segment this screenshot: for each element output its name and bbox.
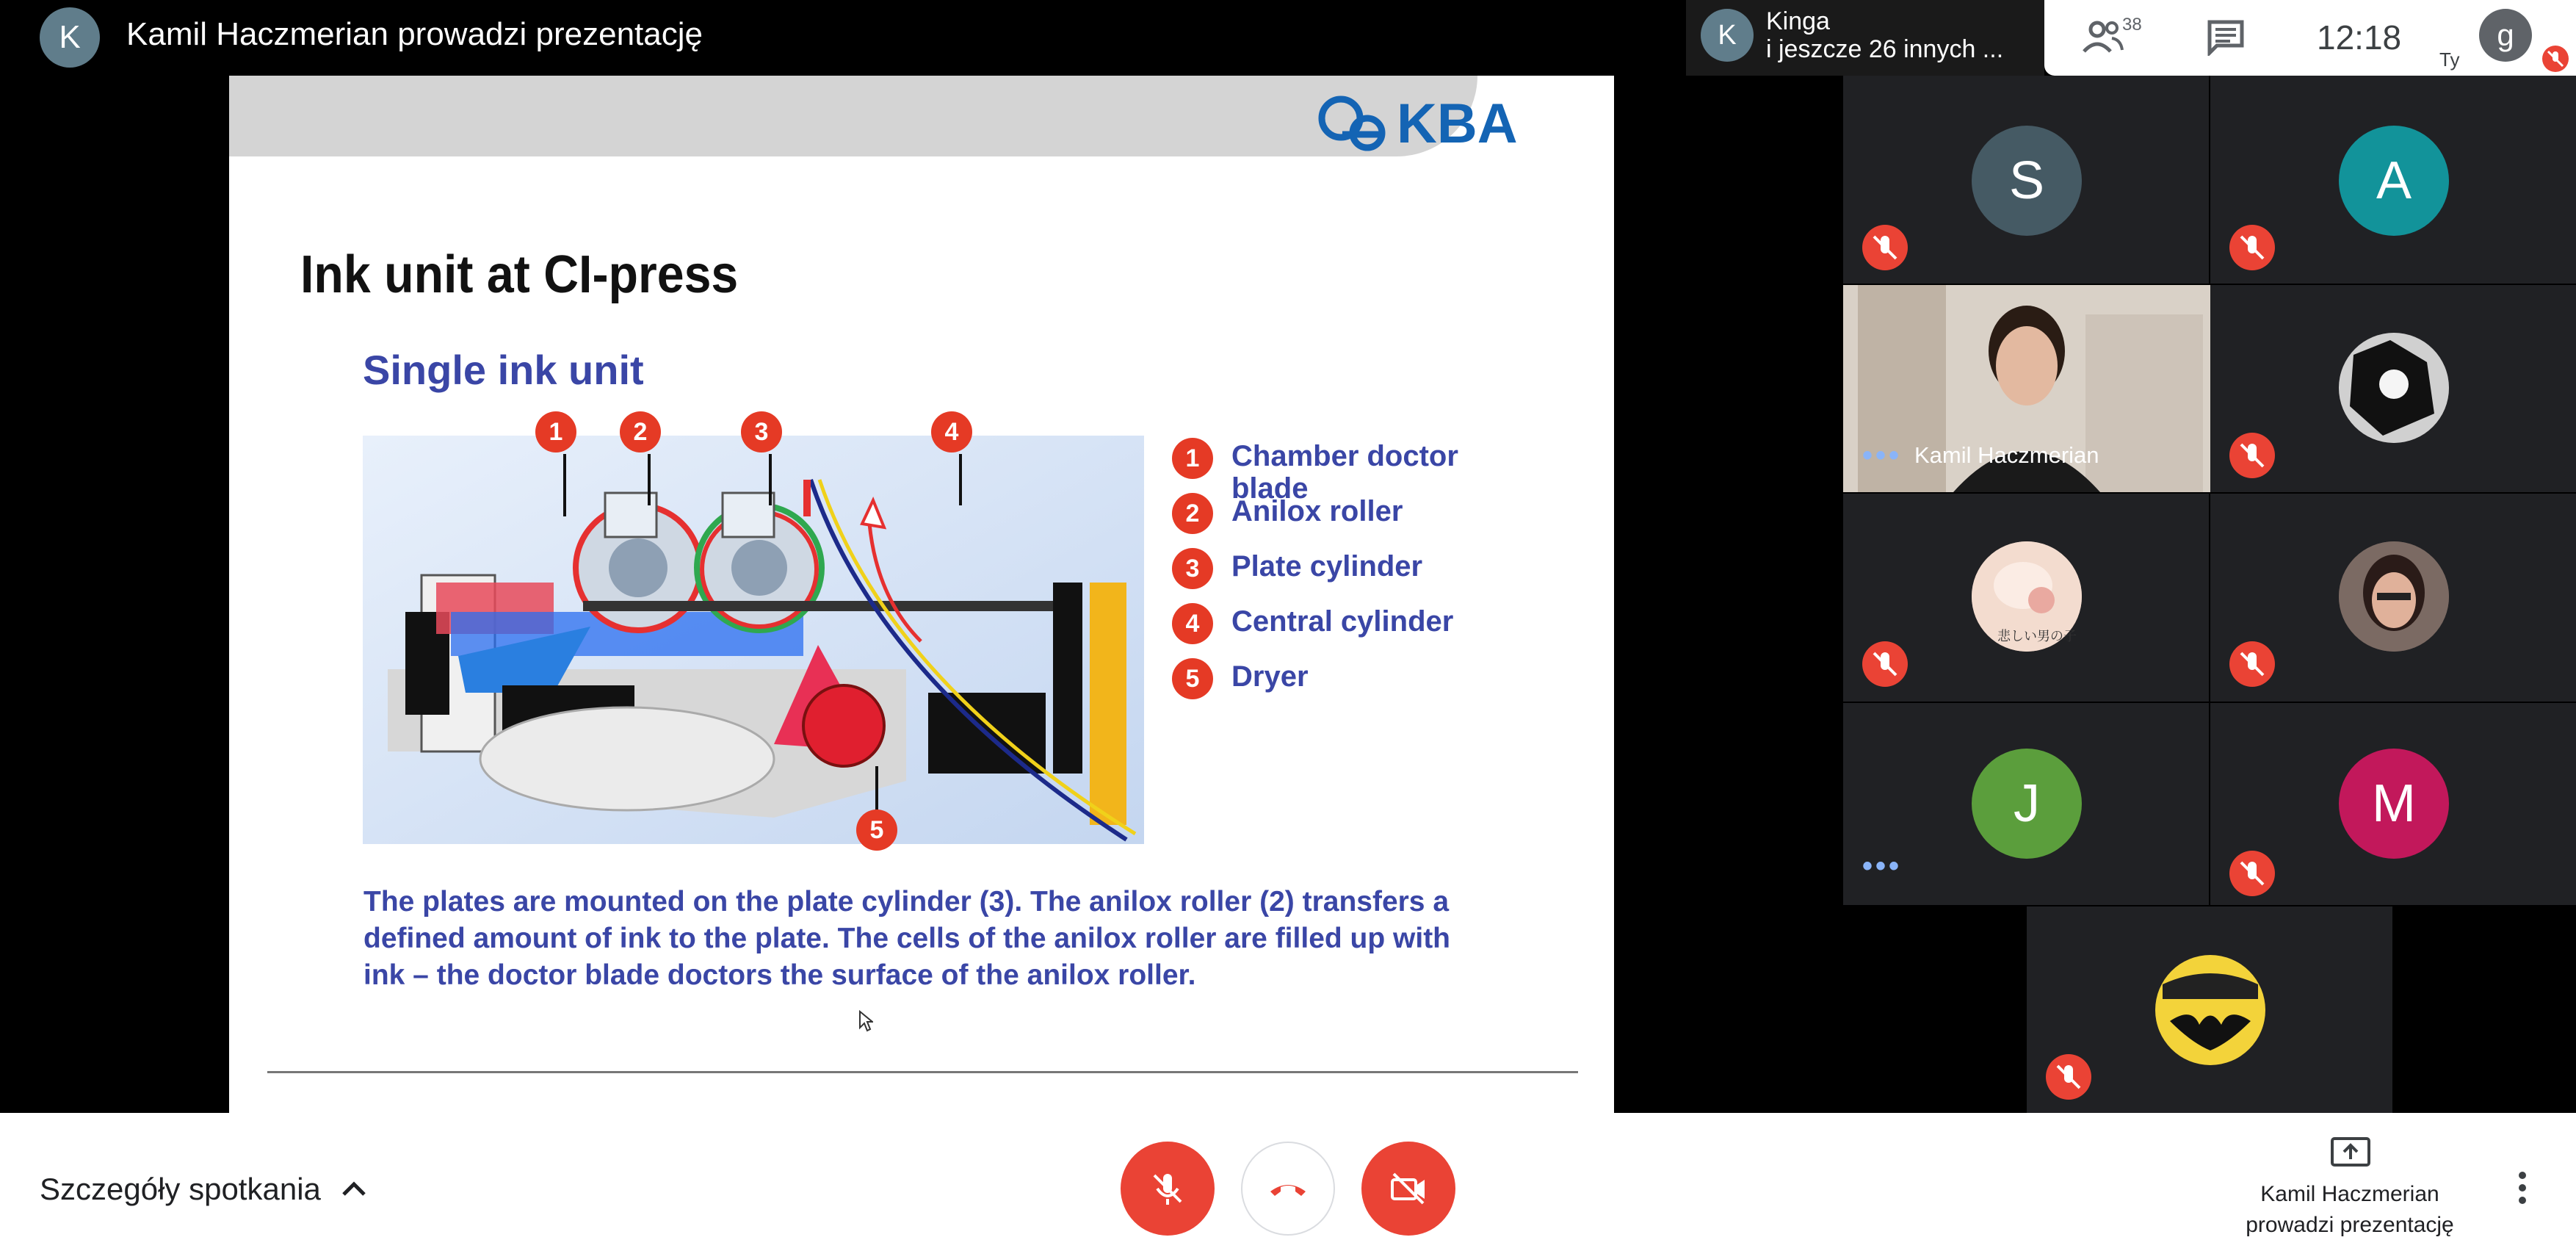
legend-text-4: Central cylinder xyxy=(1231,605,1454,638)
kba-logo-text: KBA xyxy=(1397,93,1518,155)
present-label-line1: Kamil Haczmerian xyxy=(2260,1182,2439,1206)
mic-off-icon xyxy=(1862,225,1908,270)
presenter-title: Kamil Haczmerian prowadzi prezentację xyxy=(126,16,703,52)
mic-off-icon xyxy=(2229,641,2275,687)
presentation-status[interactable] xyxy=(2232,1179,2467,1241)
mic-off-icon xyxy=(2229,225,2275,270)
mic-off-icon xyxy=(1146,1167,1190,1211)
slide-subtitle: Single ink unit xyxy=(363,347,644,393)
ink-unit-diagram xyxy=(363,436,1144,844)
slide-header-band xyxy=(229,76,1477,156)
tile-j[interactable] xyxy=(1843,703,2209,905)
tile-photo-3[interactable] xyxy=(2210,494,2576,702)
avatar-a: A xyxy=(2339,126,2449,236)
callout-5: 5 xyxy=(856,810,897,851)
tile-a[interactable] xyxy=(2210,76,2576,284)
tile-photo-1[interactable] xyxy=(2210,285,2576,492)
self-mic-off-icon xyxy=(2542,46,2569,72)
chat-icon[interactable] xyxy=(2207,19,2245,56)
presenter-avatar: K xyxy=(40,7,100,68)
more-options-dots-icon[interactable]: ••• xyxy=(1862,439,1903,472)
more-options-dots-icon[interactable]: ••• xyxy=(1862,850,1903,882)
mic-off-icon xyxy=(2229,851,2275,896)
legend-text-1: Chamber doctor blade xyxy=(1231,440,1458,505)
tile-photo-2[interactable] xyxy=(1843,494,2209,702)
clock: 12:18 xyxy=(2317,18,2402,57)
chevron-up-icon[interactable] xyxy=(338,1174,370,1203)
tile-batman[interactable] xyxy=(2027,906,2392,1113)
avatar-caption: 悲しい男の子 xyxy=(1997,629,2077,643)
slide-divider xyxy=(267,1071,1578,1073)
camera-toggle-button[interactable] xyxy=(1361,1142,1455,1236)
others-count: i jeszcze 26 innych ... xyxy=(1766,35,2004,63)
mic-toggle-button[interactable] xyxy=(1121,1142,1215,1236)
legend-num-5: 5 xyxy=(1172,658,1213,699)
legend-num-1: 1 xyxy=(1172,438,1213,479)
avatar-photo-1 xyxy=(2339,333,2449,443)
hangup-button[interactable] xyxy=(1241,1142,1335,1236)
callout-1: 1 xyxy=(535,411,576,453)
avatar-photo-3 xyxy=(2339,541,2449,652)
others-avatar: K xyxy=(1701,9,1754,62)
people-icon[interactable] xyxy=(2081,18,2125,56)
present-label-line2: prowadzi prezentację xyxy=(2246,1213,2454,1237)
people-count: 38 xyxy=(2122,15,2142,35)
tile-s[interactable] xyxy=(1843,76,2209,284)
mic-off-icon xyxy=(2046,1054,2091,1100)
presentation-slide xyxy=(229,76,1614,1113)
avatar-j: J xyxy=(1972,749,2082,859)
legend-num-3: 3 xyxy=(1172,548,1213,589)
tile-m[interactable] xyxy=(2210,703,2576,905)
avatar-m: M xyxy=(2339,749,2449,859)
tile-speaker[interactable] xyxy=(1843,285,2210,492)
mic-off-icon xyxy=(2229,433,2275,478)
legend-num-4: 4 xyxy=(1172,603,1213,644)
avatar-s: S xyxy=(1972,126,2082,236)
camera-off-icon xyxy=(1386,1167,1430,1211)
legend-text-2: Anilox roller xyxy=(1231,495,1403,527)
more-icon[interactable] xyxy=(2515,1169,2530,1206)
legend-text-3: Plate cylinder xyxy=(1231,550,1423,583)
slide-title: Ink unit at CI-press xyxy=(300,245,739,304)
hangup-icon xyxy=(1266,1174,1310,1203)
self-label: Ty xyxy=(2439,48,2460,71)
legend-num-2: 2 xyxy=(1172,493,1213,534)
self-avatar[interactable]: g xyxy=(2479,9,2532,62)
present-icon[interactable] xyxy=(2329,1136,2372,1169)
meeting-details-button[interactable]: Szczegóły spotkania xyxy=(40,1172,321,1206)
avatar-batman xyxy=(2155,955,2265,1065)
others-name: Kinga xyxy=(1766,7,1830,35)
mouse-cursor-icon xyxy=(858,1010,873,1036)
callout-3: 3 xyxy=(741,411,782,453)
callout-2: 2 xyxy=(620,411,661,453)
callout-4: 4 xyxy=(931,411,972,453)
speaker-name: Kamil Haczmerian xyxy=(1914,442,2099,468)
mic-off-icon xyxy=(1862,641,1908,687)
slide-body-text: The plates are mounted on the plate cylinder (3). The anilox roller (2) transfers a defined amount of ink to the plate. The cells of the anilox roller are filled up with ink – the doctor blade doctors the surface of the anilox roller. xyxy=(363,886,1451,991)
legend-text-5: Dryer xyxy=(1231,660,1309,693)
